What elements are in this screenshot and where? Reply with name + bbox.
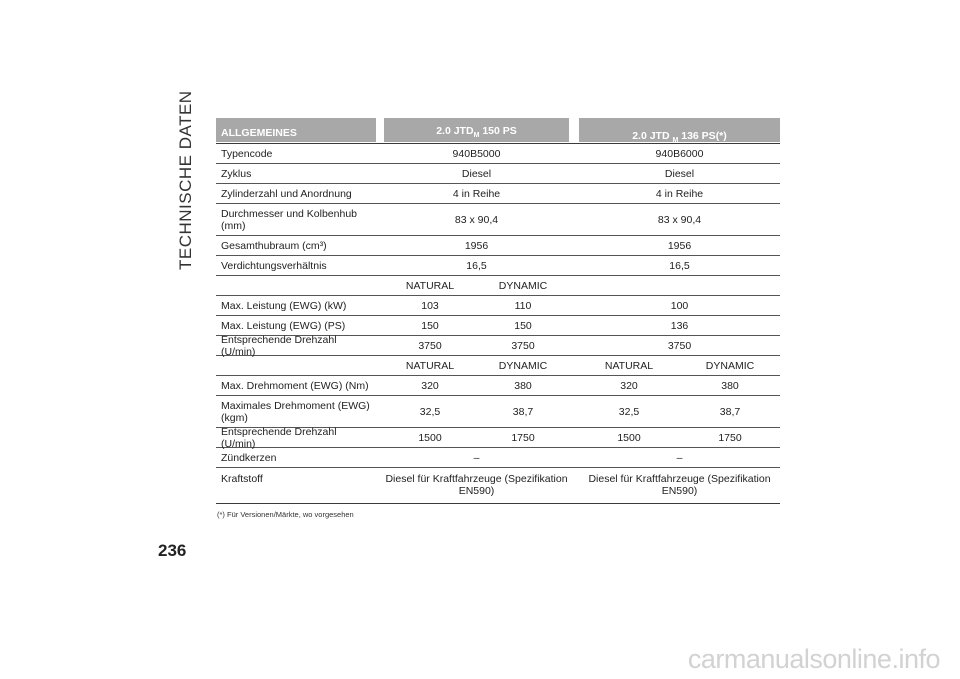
row-label: Typencode [221,147,273,160]
watermark: carmanualsonline.info [687,644,940,674]
value-136: 1956 [667,239,692,252]
mode-row [216,276,780,296]
value-150-natural: 103 [421,299,439,312]
footnote: (*) Für Versionen/Märkte, wo vorgesehen [217,510,354,519]
value-136: Diesel für Kraftfahrzeuge (Spezifikation EN590) [588,473,771,497]
row-label: Durchmesser und Kolbenhub (mm) [221,207,357,232]
value-150: Diesel [461,167,492,180]
value-150-dynamic: 38,7 [512,405,534,418]
value-136: 4 in Reihe [655,187,704,200]
mode-natural: NATURAL [405,359,455,372]
row-label: Kraftstoff [221,473,263,485]
value-150-natural: 3750 [418,339,442,352]
header-engine-150-sub: M [473,132,480,139]
table-row [216,184,780,204]
row-label: Gesamthubraum (cm³) [221,239,327,252]
value-150-natural: 32,5 [419,405,441,418]
header-engine-136 [579,118,780,142]
mode-dynamic: DYNAMIC [498,279,548,292]
header-general: ALLGEMEINES [216,118,376,142]
header-engine-136-sub: M [672,137,679,144]
value-150: Diesel für Kraftfahrzeuge (Spezifikation EN590) [385,473,568,497]
value-136: 16,5 [669,259,690,272]
table-row [216,333,780,358]
table-header [216,118,780,144]
value-136-natural: 32,5 [618,405,640,418]
row-label: Zündkerzen [221,451,277,464]
value-150: 83 x 90,4 [454,213,499,226]
table-row [216,204,780,236]
value-150: 940B5000 [452,147,501,160]
table-row [216,448,780,468]
table-row [216,144,780,164]
value-136: – [676,451,683,464]
header-engine-150 [384,118,569,142]
value-150: 4 in Reihe [452,187,501,200]
row-label: Max. Leistung (EWG) (PS) [221,319,346,332]
value-150-natural: 320 [421,379,439,392]
value-136-natural: 320 [620,379,638,392]
value-136-dynamic: 38,7 [719,405,741,418]
value-150: 16,5 [466,259,487,272]
value-136: 100 [670,299,689,312]
value-136: Diesel [664,167,695,180]
section-title: TECHNISCHE DATEN [176,90,195,270]
value-136-dynamic: 380 [721,379,739,392]
value-136-dynamic: 1750 [718,431,742,444]
header-engine-150-main: 2.0 JTD [436,125,474,137]
mode-dynamic: DYNAMIC [705,359,755,372]
row-label: Max. Leistung (EWG) (kW) [221,299,347,312]
value-150-dynamic: 150 [514,319,532,332]
value-150-natural: 1500 [418,431,442,444]
mode-row [216,356,780,376]
row-label: Entsprechende Drehzahl (U/min) [221,425,337,450]
header-engine-150-rest: 150 PS [479,125,517,137]
row-label: Entsprechende Drehzahl (U/min) [221,333,337,358]
table-row [216,376,780,396]
spec-table [216,118,780,519]
value-136: 83 x 90,4 [657,213,702,226]
row-label: Zylinderzahl und Anordnung [221,187,352,200]
mode-natural: NATURAL [604,359,654,372]
header-engine-136-main: 2.0 JTD [632,130,673,142]
table-row [216,256,780,276]
row-label: Zyklus [221,167,252,180]
table-row [216,396,780,428]
value-136: 136 [670,319,689,332]
page-number: 236 [158,541,187,560]
row-label: Verdichtungsverhältnis [221,259,327,272]
mode-natural: NATURAL [405,279,455,292]
table-row [216,236,780,256]
value-150-dynamic: 3750 [511,339,535,352]
value-150-natural: 150 [421,319,439,332]
header-engine-136-rest: 136 PS(*) [678,130,727,142]
value-136: 940B6000 [655,147,704,160]
value-136: 3750 [667,339,692,352]
table-row [216,468,780,504]
value-150-dynamic: 1750 [511,431,535,444]
value-150-dynamic: 380 [514,379,532,392]
value-150-dynamic: 110 [514,299,532,312]
table-row [216,425,780,450]
table-row [216,164,780,184]
row-label: Max. Drehmoment (EWG) (Nm) [221,379,369,392]
value-136-natural: 1500 [617,431,641,444]
table-row [216,296,780,316]
mode-dynamic: DYNAMIC [498,359,548,372]
value-150: – [473,451,480,464]
row-label: Maximales Drehmoment (EWG) (kgm) [221,399,370,424]
value-150: 1956 [464,239,489,252]
